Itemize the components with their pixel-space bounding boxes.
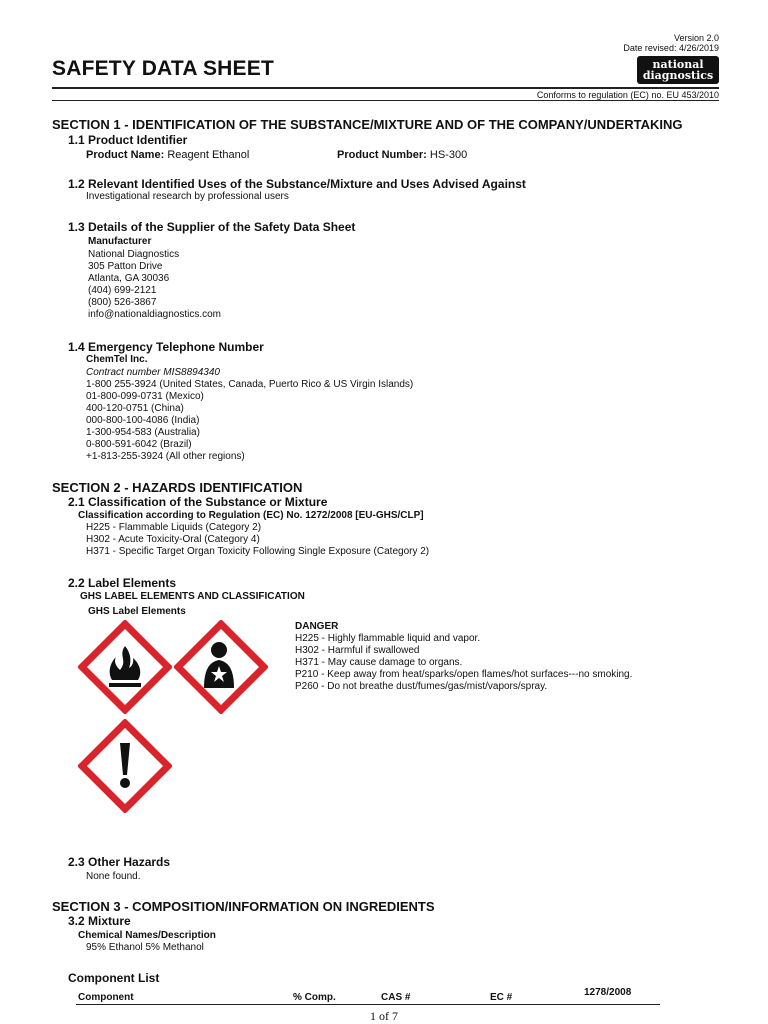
chem-names-label: Chemical Names/Description <box>78 930 216 941</box>
phone-line: +1-813-255-3924 (All other regions) <box>86 451 245 462</box>
ghs-subheading: GHS Label Elements <box>88 606 186 617</box>
product-name-row <box>86 149 249 161</box>
s21-heading: 2.1 Classification of the Substance or Mixture <box>68 495 328 509</box>
address-line: (404) 699-2121 <box>88 285 157 296</box>
conforms-text: Conforms to regulation (EC) no. EU 453/2010 <box>536 90 719 100</box>
date-revised-text: Date revised: 4/26/2019 <box>623 43 719 53</box>
s14-heading: 1.4 Emergency Telephone Number <box>68 340 264 354</box>
s32-heading: 3.2 Mixture <box>68 914 131 928</box>
address-line: Atlanta, GA 30036 <box>88 273 170 284</box>
table-header-divider <box>76 1004 660 1005</box>
classification-line: H371 - Specific Target Organ Toxicity Following Single Exposure (Category 2) <box>86 546 430 557</box>
col-1278-2008: 1278/2008 <box>584 987 632 998</box>
classification-list <box>86 522 429 558</box>
manufacturer-address <box>88 249 221 321</box>
hazard-statements <box>295 633 632 693</box>
statement-line: P260 - Do not breathe dust/fumes/gas/mist/vapors/spray. <box>295 681 548 692</box>
col-cas: CAS # <box>381 992 411 1003</box>
s12-heading: 1.2 Relevant Identified Uses of the Substance/Mixture and Uses Advised Against <box>68 177 526 191</box>
statement-line: H371 - May cause damage to organs. <box>295 657 463 668</box>
email-line: info@nationaldiagnostics.com <box>88 309 222 320</box>
s23-heading: 2.3 Other Hazards <box>68 855 171 869</box>
phone-line: 0-800-591-6042 (Brazil) <box>86 439 192 450</box>
s23-text: None found. <box>86 871 141 882</box>
address-line: National Diagnostics <box>88 249 180 260</box>
classification-line: H302 - Acute Toxicity-Oral (Category 4) <box>86 534 260 545</box>
s12-text: Investigational research by professional users <box>86 191 289 202</box>
product-number-row <box>337 149 467 161</box>
chem-names-text: 95% Ethanol 5% Methanol <box>86 942 204 953</box>
phone-line: 400-120-0751 (China) <box>86 403 184 414</box>
statement-line: P210 - Keep away from heat/sparks/open flames/hot surfaces---no smoking. <box>295 669 633 680</box>
component-list-heading: Component List <box>68 971 160 985</box>
manufacturer-label: Manufacturer <box>88 236 152 247</box>
address-line: (800) 526-3867 <box>88 297 157 308</box>
page-number: 1 of 7 <box>370 1009 398 1023</box>
document-title: SAFETY DATA SHEET <box>52 57 274 80</box>
ghs-heading: GHS LABEL ELEMENTS AND CLASSIFICATION <box>80 591 305 602</box>
section2-heading: SECTION 2 - HAZARDS IDENTIFICATION <box>52 480 303 495</box>
emergency-company: ChemTel Inc. <box>86 354 148 365</box>
phone-line: 000-800-100-4086 (India) <box>86 415 200 426</box>
classification-label: Classification according to Regulation (EC) No. 1272/2008 [EU-GHS/CLP] <box>78 510 424 521</box>
section1-heading: SECTION 1 - IDENTIFICATION OF THE SUBSTANCE/MIXTURE AND OF THE COMPANY/UNDERTAKING <box>52 117 683 132</box>
s13-heading: 1.3 Details of the Supplier of the Safety Data Sheet <box>68 220 356 234</box>
section3-heading: SECTION 3 - COMPOSITION/INFORMATION ON INGREDIENTS <box>52 899 435 914</box>
emergency-phone-list <box>86 379 413 463</box>
product-number-label: Product Number: <box>337 149 427 161</box>
company-logo <box>637 56 719 84</box>
classification-line: H225 - Flammable Liquids (Category 2) <box>86 522 262 533</box>
col-ec: EC # <box>490 992 513 1003</box>
product-name-value: Reagent Ethanol <box>167 149 250 161</box>
phone-line: 01-800-099-0731 (Mexico) <box>86 391 204 402</box>
logo-text-line2: diagnostics <box>642 69 714 82</box>
address-line: 305 Patton Drive <box>88 261 163 272</box>
flame-icon <box>78 620 172 714</box>
s22-heading: 2.2 Label Elements <box>68 576 177 590</box>
s11-heading: 1.1 Product Identifier <box>68 133 188 147</box>
logo-text-line1: national <box>652 58 704 71</box>
contract-number: Contract number MIS8894340 <box>86 367 220 378</box>
health-hazard-icon <box>174 620 268 714</box>
signal-word: DANGER <box>295 621 339 632</box>
statement-line: H302 - Harmful if swallowed <box>295 645 420 656</box>
exclamation-mark-icon <box>78 719 172 813</box>
phone-line: 1-800 255-3924 (United States, Canada, Puerto Rico & US Virgin Islands) <box>86 379 414 390</box>
header-divider <box>52 87 719 89</box>
col-percent: % Comp. <box>293 992 336 1003</box>
version-text: Version 2.0 <box>673 33 719 43</box>
phone-line: 1-300-954-583 (Australia) <box>86 427 200 438</box>
col-component: Component <box>78 992 134 1003</box>
product-number-value: HS-300 <box>429 149 468 161</box>
header-divider-thin <box>52 100 719 101</box>
statement-line: H225 - Highly flammable liquid and vapor. <box>295 633 481 644</box>
product-name-label: Product Name: <box>86 149 165 161</box>
